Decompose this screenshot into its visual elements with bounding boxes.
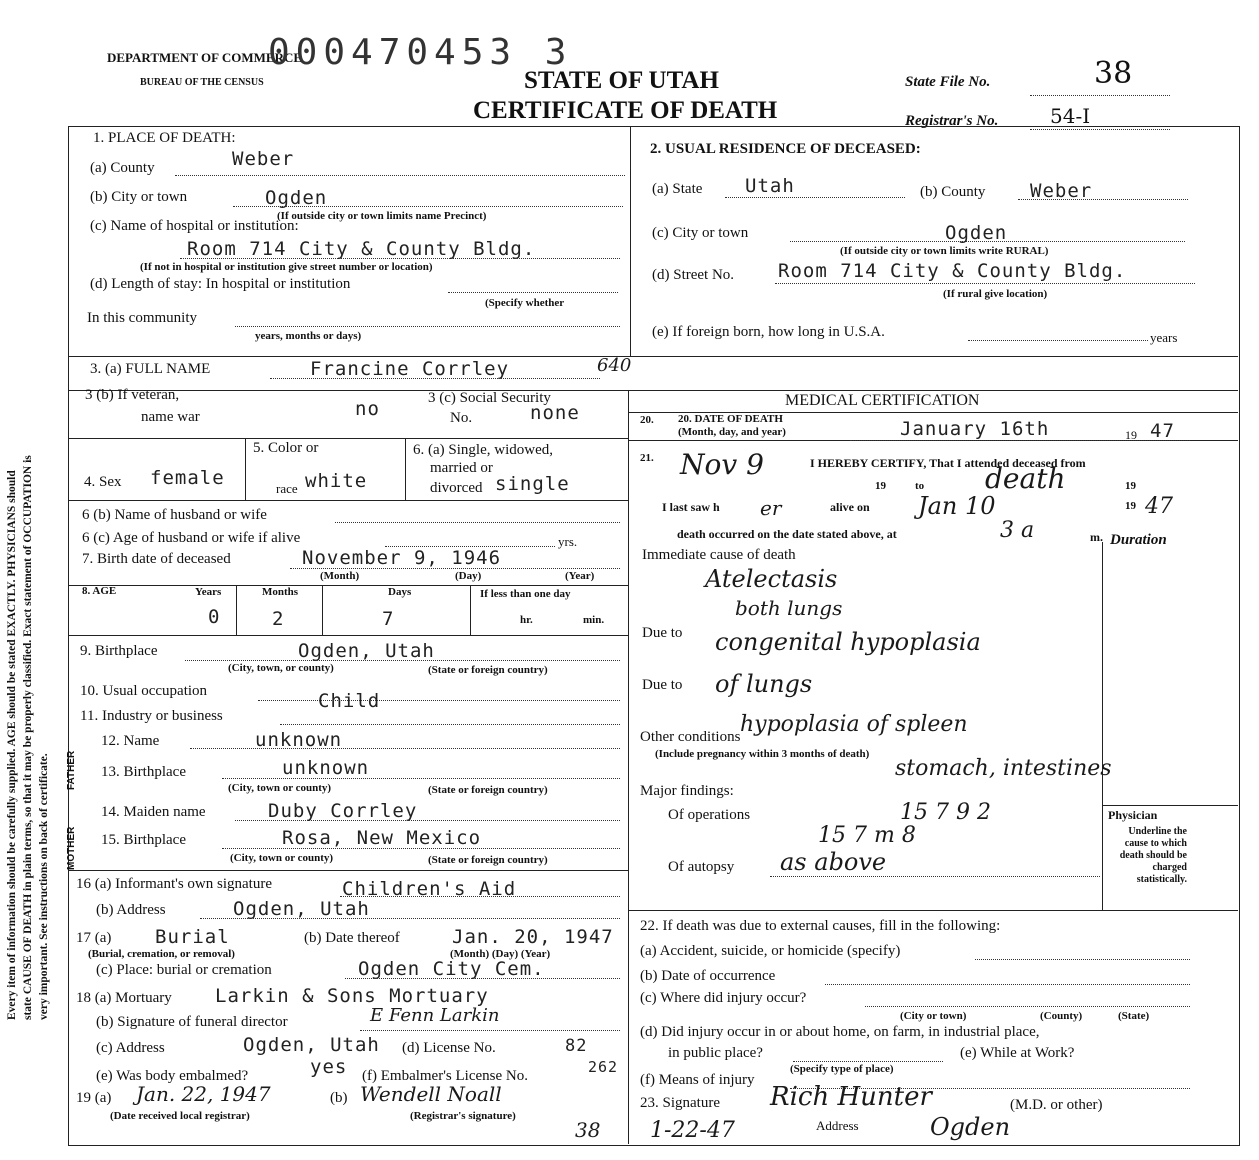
less-than-day-label: If less than one day — [480, 588, 571, 600]
veteran-label: 3 (b) If veteran, — [85, 387, 180, 403]
duration-header: Duration — [1110, 532, 1167, 548]
community-note: years, months or days) — [255, 330, 362, 342]
alive-on-label: alive on — [830, 500, 870, 514]
state-file-number: 38 — [1094, 56, 1133, 91]
birthdate-label: 7. Birth date of deceased — [82, 551, 231, 567]
disposition-note: (Burial, cremation, or removal) — [88, 948, 235, 960]
physician-address-value: Ogden — [930, 1113, 1011, 1141]
major-findings-label: Major findings: — [640, 783, 734, 799]
res-city-value: Ogden — [945, 222, 1008, 244]
registrar-b-label: (b) — [330, 1090, 348, 1106]
signature-date: 1-22-47 — [650, 1118, 735, 1143]
certificate-number: 000470453 3 — [268, 32, 573, 73]
ss-label: 3 (c) Social Security — [428, 390, 551, 406]
foreign-born-label: (e) If foreign born, how long in U.S.A. — [652, 324, 885, 340]
at-work-label: (e) While at Work? — [960, 1045, 1075, 1061]
last-saw-label: I last saw h — [662, 500, 720, 514]
day-note: (Day) — [455, 570, 482, 582]
res-county-value: Weber — [1030, 180, 1093, 202]
due-to-1-value: congenital hypoplasia — [715, 628, 981, 656]
res-state-value: Utah — [745, 175, 795, 197]
informant-address-label: (b) Address — [96, 902, 166, 918]
age-years-header: Years — [195, 586, 222, 598]
death-date-label: 20. DATE OF DEATH — [678, 413, 783, 425]
father-side-label: FATHER — [66, 750, 77, 790]
informant-signature-value: Children's Aid — [342, 878, 517, 900]
registrar-signature-note: (Registrar's signature) — [410, 1110, 516, 1122]
mother-birthplace-label: 15. Birthplace — [101, 832, 186, 848]
hr-label: hr. — [520, 614, 533, 626]
hospital-value: Room 714 City & County Bldg. — [187, 238, 536, 260]
res-city-label: (c) City or town — [652, 225, 749, 241]
veteran-value: no — [355, 398, 380, 420]
instructions-sidebar — [2, 160, 62, 1020]
marital-value: single — [495, 473, 570, 495]
sex-value: female — [150, 467, 225, 489]
state-title: STATE OF UTAH — [524, 67, 719, 94]
marital-label: 6. (a) Single, widowed, — [413, 442, 553, 458]
certificate-title: CERTIFICATE OF DEATH — [473, 97, 778, 124]
death-time-m: m. — [1090, 530, 1103, 544]
attended-nineteen-1: 19 — [875, 480, 886, 492]
burial-place-value: Ogden City Cem. — [358, 958, 545, 980]
embalmed-value: yes — [310, 1056, 348, 1078]
occupation-label: 10. Usual occupation — [80, 683, 208, 699]
birthdate-value: November 9, 1946 — [302, 547, 502, 569]
certify-num: 21. — [640, 452, 654, 464]
spouse-name-label: 6 (b) Name of husband or wife — [82, 507, 267, 523]
registrar-stamp-number: 38 — [575, 1118, 601, 1142]
death-year-value: 47 — [1150, 420, 1175, 442]
father-birthplace-label: 13. Birthplace — [101, 764, 186, 780]
city-note: (If outside city or town limits name Precinct) — [277, 210, 487, 222]
birthplace-city-note: (City, town, or county) — [228, 662, 334, 674]
certify-label: I HEREBY CERTIFY, That I attended deceased from — [810, 456, 1086, 470]
year-note: (Year) — [565, 570, 595, 582]
physician-box-title: Physician — [1108, 808, 1158, 822]
county-label: (a) County — [90, 160, 155, 176]
father-birthplace-value: unknown — [282, 757, 370, 779]
registrar-signature: Wendell Noall — [360, 1082, 502, 1106]
mortuary-address-value: Ogden, Utah — [243, 1034, 380, 1056]
full-name-label: 3. (a) FULL NAME — [90, 361, 211, 377]
month-note: (Month) — [320, 570, 360, 582]
injury-home-label: (d) Did injury occur in or about home, on farm, in industrial place, — [640, 1024, 1040, 1040]
mortuary-address-label: (c) Address — [96, 1040, 165, 1056]
res-street-note: (If rural give location) — [943, 288, 1048, 300]
sex-label: 4. Sex — [84, 474, 122, 490]
physician-address-label: Address — [816, 1118, 859, 1133]
death-date-num: 20. — [640, 414, 654, 426]
spouse-age-label: 6 (c) Age of husband or wife if alive — [82, 530, 301, 546]
county-value: Weber — [232, 148, 295, 170]
place-of-death-heading: 1. PLACE OF DEATH: — [93, 130, 236, 146]
birthplace-state-note: (State or foreign country) — [428, 664, 548, 676]
informant-signature-label: 16 (a) Informant's own signature — [76, 876, 272, 892]
full-name-value: Francine Corrley — [310, 358, 510, 380]
attended-nineteen-2: 19 — [1125, 480, 1136, 492]
race-label: race — [276, 481, 298, 496]
funeral-director-label: (b) Signature of funeral director — [96, 1014, 288, 1030]
birthplace-value: Ogden, Utah — [298, 640, 435, 662]
other-conditions-value-2: stomach, intestines — [895, 756, 1112, 781]
registrar-number-label: Registrar's No. — [905, 113, 999, 129]
accident-label: (a) Accident, suicide, or homicide (specify) — [640, 943, 901, 959]
mortuary-value: Larkin & Sons Mortuary — [215, 985, 489, 1007]
city-label: (b) City or town — [90, 189, 188, 205]
father-state-note: (State or foreign country) — [428, 784, 548, 796]
marital-label-2: married or — [430, 460, 493, 476]
injury-county-note: (County) — [1040, 1010, 1083, 1022]
attended-from-value: Nov 9 — [680, 448, 764, 481]
mortuary-label: 18 (a) Mortuary — [76, 990, 172, 1006]
birthplace-label: 9. Birthplace — [80, 643, 158, 659]
attended-to-value: death — [985, 462, 1066, 495]
operations-value: 15 7 9 2 — [900, 800, 991, 825]
injury-specify-note: (Specify type of place) — [790, 1063, 894, 1075]
disposition-date-note: (Month) (Day) (Year) — [450, 948, 551, 960]
death-time-value: 3 a — [1000, 518, 1035, 543]
mother-birthplace-value: Rosa, New Mexico — [282, 827, 482, 849]
injury-where-label: (c) Where did injury occur? — [640, 990, 807, 1006]
autopsy-label: Of autopsy — [668, 859, 735, 875]
city-value: Ogden — [265, 187, 328, 209]
license-label: (d) License No. — [402, 1040, 496, 1056]
foreign-years-label: years — [1150, 330, 1178, 345]
death-date-value: January 16th — [900, 418, 1050, 440]
marital-label-3: divorced — [430, 480, 483, 496]
last-saw-sex: er — [760, 496, 782, 520]
age-years-value: 0 — [208, 606, 221, 628]
attended-to-label: to — [915, 480, 925, 492]
death-date-note: (Month, day, and year) — [678, 426, 786, 438]
signature-label: 23. Signature — [640, 1095, 720, 1111]
informant-address-value: Ogden, Utah — [233, 898, 370, 920]
occurred-label: death occurred on the date stated above, at — [677, 527, 897, 541]
due-to-2-value: of lungs — [715, 670, 813, 698]
mother-side-label: MOTHER — [66, 826, 77, 870]
embalmed-label: (e) Was body embalmed? — [96, 1068, 249, 1084]
race-value: white — [305, 470, 368, 492]
operations-label: Of operations — [668, 807, 751, 823]
last-saw-value: Jan 10 — [918, 492, 996, 520]
physician-box-note: Underline the cause to which death should be charged statistically. — [1119, 826, 1187, 885]
mother-city-note: (City, town or county) — [230, 852, 334, 864]
medical-heading: MEDICAL CERTIFICATION — [785, 392, 980, 409]
ss-value: none — [530, 402, 580, 424]
mother-maiden-label: 14. Maiden name — [101, 804, 206, 820]
age-days-header: Days — [388, 586, 412, 598]
license-value: 82 — [565, 1036, 588, 1056]
ss-no-label: No. — [450, 410, 473, 426]
age-days-value: 7 — [382, 608, 395, 630]
autopsy-value: as above — [780, 848, 887, 876]
community-label: In this community — [87, 310, 197, 326]
war-label: name war — [141, 409, 200, 425]
embalmer-license-value: 262 — [588, 1058, 619, 1076]
other-conditions-value: hypoplasia of spleen — [740, 712, 968, 737]
mother-state-note: (State or foreign country) — [428, 854, 548, 866]
disposition-date-label: (b) Date thereof — [304, 930, 400, 946]
bureau-label: BUREAU OF THE CENSUS — [140, 77, 264, 88]
funeral-director-signature: E Fenn Larkin — [370, 1005, 500, 1026]
immediate-cause-value: Atelectasis — [705, 565, 838, 593]
full-name-note: 640 — [597, 355, 632, 376]
age-months-value: 2 — [272, 608, 285, 630]
age-label: 8. AGE — [82, 585, 117, 597]
due-to-1-label: Due to — [642, 625, 683, 641]
res-street-value: Room 714 City & County Bldg. — [778, 260, 1127, 282]
disposition-value: Burial — [155, 926, 230, 948]
received-note: (Date received local registrar) — [110, 1110, 250, 1122]
spouse-yrs-label: yrs. — [558, 534, 578, 549]
last-saw-year: 47 — [1145, 494, 1173, 519]
hospital-note: (If not in hospital or institution give street number or location) — [140, 261, 433, 273]
last-saw-nineteen: 19 — [1125, 500, 1136, 512]
embalmer-license-label: (f) Embalmer's License No. — [362, 1068, 528, 1084]
res-city-note: (If outside city or town limits write RURAL) — [840, 245, 1049, 257]
length-of-stay-label: (d) Length of stay: In hospital or institution — [90, 276, 351, 292]
md-label: (M.D. or other) — [1010, 1097, 1103, 1113]
injury-state-note: (State) — [1118, 1010, 1150, 1022]
mother-maiden-value: Duby Corrley — [268, 800, 418, 822]
residence-heading: 2. USUAL RESIDENCE OF DECEASED: — [650, 141, 921, 157]
external-heading: 22. If death was due to external causes, fill in the following: — [640, 918, 1001, 934]
received-label: 19 (a) — [76, 1090, 112, 1106]
registrar-number: 54-I — [1050, 104, 1091, 128]
min-label: min. — [583, 614, 605, 626]
res-county-label: (b) County — [920, 184, 986, 200]
instructions-line-2: state CAUSE OF DEATH in plain terms, so that it may be properly classified. Exact statement of OCCUPATION is — [22, 455, 34, 1020]
disposition-label: 17 (a) — [76, 930, 112, 946]
burial-place-label: (c) Place: burial or cremation — [96, 962, 272, 978]
department-label: DEPARTMENT OF COMMERCE — [107, 50, 303, 65]
father-name-label: 12. Name — [101, 733, 160, 749]
immediate-cause-label: Immediate cause of death — [642, 547, 796, 563]
instructions-line-3: very important. See instructions on back of certificate. — [38, 753, 50, 1020]
physician-signature: Rich Hunter — [770, 1082, 932, 1112]
hospital-label: (c) Name of hospital or institution: — [90, 218, 299, 234]
received-date: Jan. 22, 1947 — [136, 1082, 271, 1106]
father-name-value: unknown — [255, 729, 343, 751]
injury-public-label: in public place? — [668, 1045, 763, 1061]
death-year-prefix: 19 — [1125, 428, 1137, 442]
age-months-header: Months — [262, 586, 299, 598]
means-label: (f) Means of injury — [640, 1072, 755, 1088]
state-file-label: State File No. — [905, 74, 991, 90]
other-conditions-label: Other conditions — [640, 729, 741, 745]
injury-city-note: (City or town) — [900, 1010, 967, 1022]
color-label: 5. Color or — [253, 440, 319, 456]
res-state-label: (a) State — [652, 181, 703, 197]
father-city-note: (City, town or county) — [228, 782, 332, 794]
due-to-2-label: Due to — [642, 677, 683, 693]
disposition-date-value: Jan. 20, 1947 — [452, 926, 614, 948]
immediate-cause-value-2: both lungs — [735, 596, 843, 620]
occurrence-date-label: (b) Date of occurrence — [640, 968, 776, 984]
instructions-line-1: Every item of information should be carefully supplied. AGE should be stated EXACTLY. PHYSICIANS should — [6, 470, 18, 1020]
other-conditions-note: (Include pregnancy within 3 months of death) — [655, 748, 870, 760]
operations-value-2: 15 7 m 8 — [818, 823, 916, 848]
industry-label: 11. Industry or business — [80, 708, 223, 724]
res-street-label: (d) Street No. — [652, 267, 735, 283]
occupation-value: Child — [318, 690, 381, 712]
specify-note: (Specify whether — [485, 297, 565, 309]
